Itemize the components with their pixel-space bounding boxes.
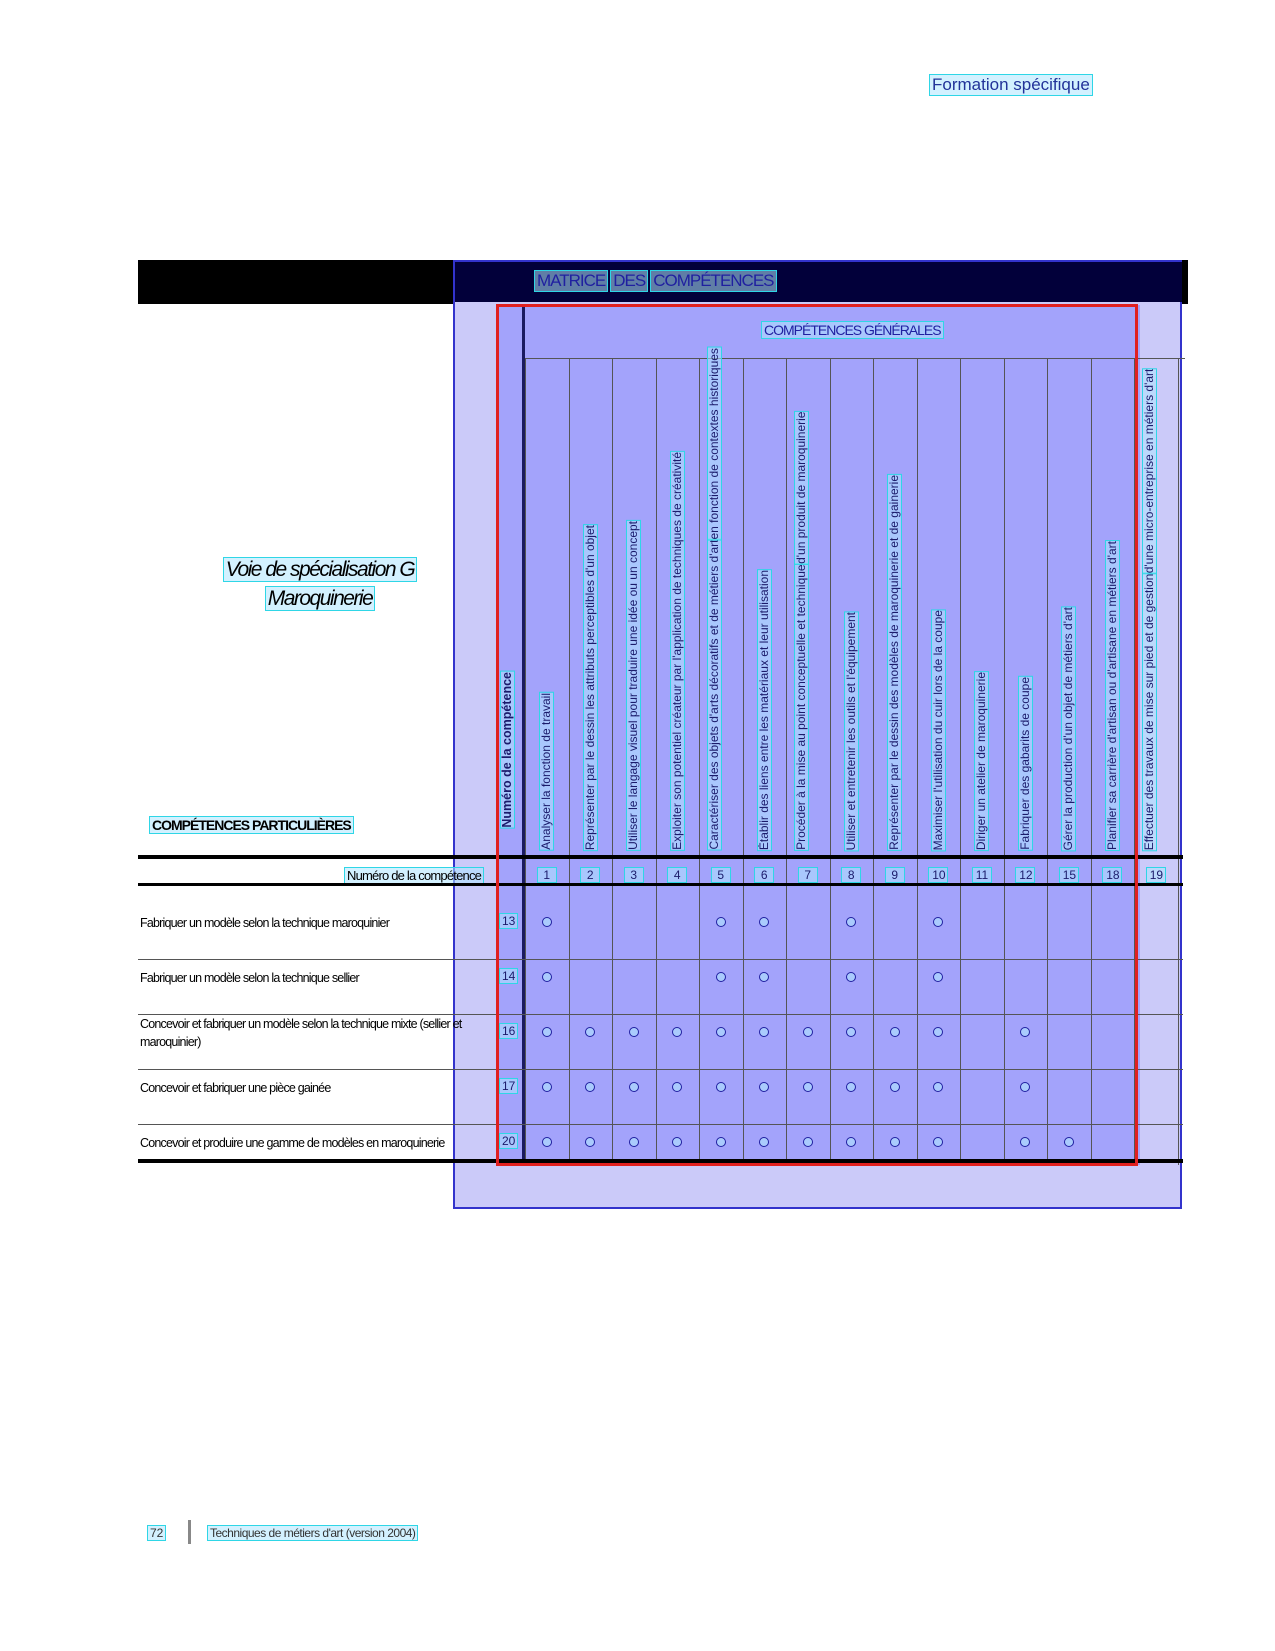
footer-divider [188,1520,191,1544]
page-number: 72 [150,1526,164,1540]
particular-competency-number: 16 [502,1024,516,1038]
general-competencies-frame [496,304,1138,1166]
specialization-line: Voie de spécialisation G [225,558,415,581]
competency-number: 6 [755,868,773,882]
general-competency-header-line: Analyser la fonction de travail [539,693,554,850]
general-competency-header-line: Utiliser et entretenir les outils et l'équipement [843,611,858,850]
general-competencies-title: COMPÉTENCES GÉNÉRALES [764,322,941,338]
general-competency-header-line: Effectuer des travaux de mise sur pied et de gestion [1141,573,1156,850]
particular-competency-label: Concevoir et fabriquer un modèle selon la technique mixte (sellier et maroquinier) [140,1017,462,1049]
general-competency-header-line: Planifier sa carrière d'artisan ou d'artisane en métiers d'art [1104,540,1119,850]
competency-number: 10 [929,868,947,882]
particular-competencies-title: COMPÉTENCES PARTICULIÈRES [152,817,351,833]
particular-competency-number: 13 [502,914,516,928]
general-competency-header-line: Procéder à la mise au point conceptuelle et technique [793,564,808,850]
general-competency-header-line: d'une micro-entreprise en métiers d'art [1141,368,1156,574]
competency-number-row-label: Numéro de la compétence [347,868,482,883]
competency-number: 2 [581,868,599,882]
particular-competency-number: 17 [502,1079,516,1093]
general-competency-header-line: Établir des liens entre les matériaux et leur utilisation [756,569,771,850]
competency-number: 9 [886,868,904,882]
competency-number: 19 [1147,868,1165,882]
general-competency-header-line: Fabriquer des gabarits de coupe [1017,677,1032,850]
competency-number: 7 [799,868,817,882]
general-competency-header [1143,369,1156,850]
competency-number: 1 [538,868,556,882]
particular-competency-label: Concevoir et produire une gamme de modèles en maroquinerie [140,1136,445,1150]
general-competency-header-line: d'un produit de maroquinerie [793,412,808,565]
general-competency-header-line: Utiliser le langage visuel pour traduire une idée ou un concept [626,521,641,850]
particular-competency-label: Fabriquer un modèle selon la technique sellier [140,971,359,985]
specialization-title [175,555,465,613]
section-header: Formation spécifique [932,75,1090,94]
general-competency-header-line: Caractériser des objets d'arts décoratifs et de métiers d'art [706,539,721,850]
general-competency-header-line: Gérer la production d'un objet de métiers d'art [1061,606,1076,850]
general-competency-header-line: Diriger un atelier de maroquinerie [974,671,989,850]
column-divider [1178,358,1179,1165]
general-competency-header-line: en fonction de contextes historiques [706,348,721,540]
matrix-title-word: COMPÉTENCES [653,271,774,290]
competency-number: 3 [625,868,643,882]
number-column-header: Numéro de la compétence [500,672,514,828]
competency-number: 8 [842,868,860,882]
general-competency-header-line: Représenter par le dessin des modèles de maroquinerie et de gainerie [887,475,902,850]
particular-competency-number: 20 [502,1134,516,1148]
matrix-title [535,271,780,291]
specialization-line: Maroquinerie [267,587,373,610]
matrix-title-word: DES [613,271,646,290]
general-competency-header-line: Maximiser l'utilisation du cuir lors de la coupe [930,609,945,850]
general-competency-header-line: Représenter par le dessin les attributs perceptibles d'un objet [582,524,597,850]
footer-title: Techniques de métiers d'art (version 2004) [210,1526,416,1540]
competency-number: 15 [1060,868,1078,882]
competency-number: 12 [1016,868,1034,882]
particular-competency-label: Concevoir et fabriquer une pièce gainée [140,1081,331,1095]
matrix-title-word: MATRICE [537,271,606,290]
particular-competency-label: Fabriquer un modèle selon la technique maroquinier [140,916,390,930]
general-competency-header-line: Exploiter son potentiel créateur par l'application de techniques de créativité [669,452,684,850]
particular-competency-number: 14 [502,969,516,983]
competency-number: 4 [668,868,686,882]
competency-number: 18 [1103,868,1121,882]
competency-number: 5 [712,868,730,882]
competency-number: 11 [973,868,991,882]
